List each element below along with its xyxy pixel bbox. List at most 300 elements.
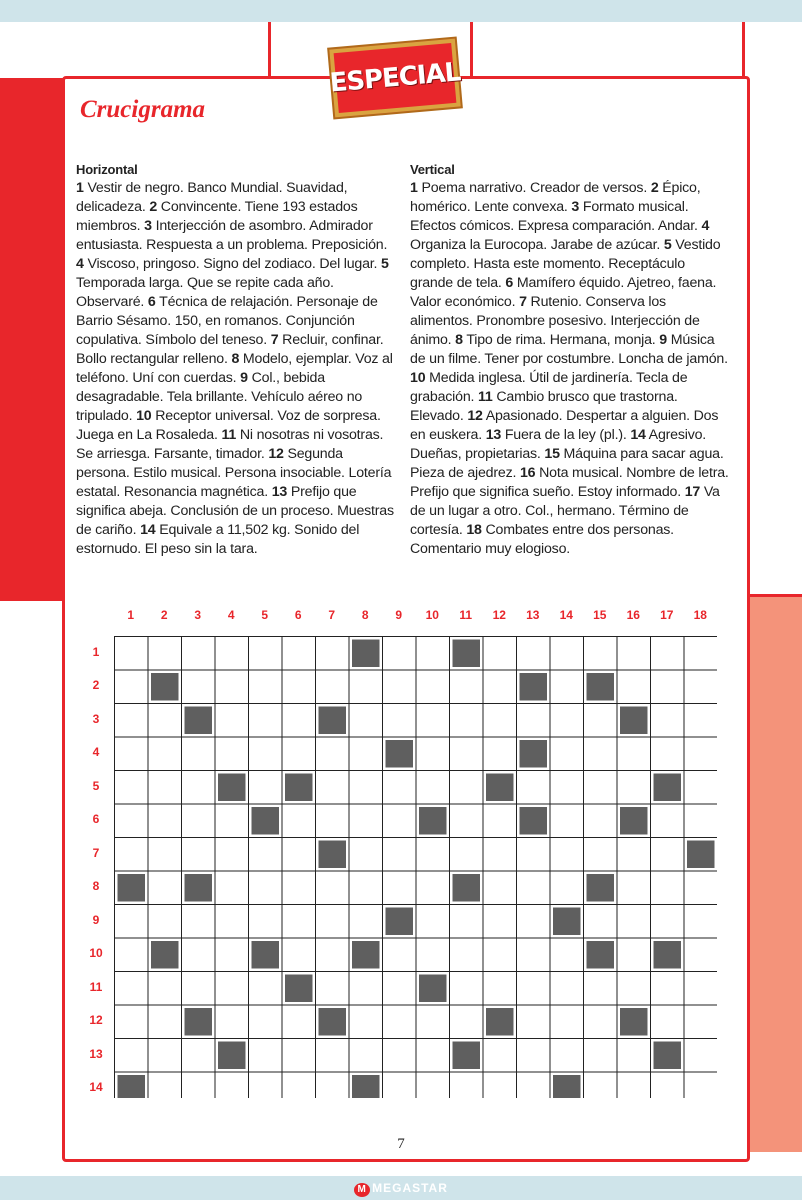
- crossword-cell[interactable]: [115, 1039, 149, 1073]
- vertical-clues: [410, 160, 730, 559]
- crossword-cell[interactable]: [416, 1005, 450, 1039]
- column-number: 2: [160, 608, 168, 622]
- crossword-cell[interactable]: [383, 1039, 417, 1073]
- crossword-cell[interactable]: [282, 1072, 316, 1098]
- column-number: 15: [593, 608, 607, 622]
- crossword-cell[interactable]: [617, 838, 651, 872]
- crossword-cell[interactable]: [651, 704, 685, 738]
- crossword-cell[interactable]: [215, 871, 249, 905]
- crossword-cell[interactable]: [249, 670, 283, 704]
- crossword-cell[interactable]: [349, 1005, 383, 1039]
- crossword-cell[interactable]: [215, 905, 249, 939]
- column-number: 6: [294, 608, 302, 622]
- crossword-cell[interactable]: [148, 871, 182, 905]
- crossword-cell[interactable]: [651, 637, 685, 671]
- vertical-clue-number: 7: [519, 294, 527, 310]
- right-salmon-panel: [744, 596, 802, 1152]
- crossword-cell[interactable]: [550, 670, 584, 704]
- crossword-cell[interactable]: [550, 704, 584, 738]
- column-number: 9: [395, 608, 403, 622]
- horizontal-clue-number: 11: [221, 427, 237, 443]
- crossword-cell[interactable]: [316, 670, 350, 704]
- crossword-cell[interactable]: [617, 670, 651, 704]
- crossword-cell[interactable]: [550, 637, 584, 671]
- crossword-cell[interactable]: [316, 771, 350, 805]
- horizontal-heading: Horizontal: [76, 162, 138, 177]
- crossword-cell[interactable]: [684, 670, 717, 704]
- crossword-cell[interactable]: [550, 1039, 584, 1073]
- crossword-cell[interactable]: [148, 838, 182, 872]
- crossword-cell[interactable]: [416, 905, 450, 939]
- crossword-cell[interactable]: [416, 871, 450, 905]
- crossword-cell[interactable]: [383, 804, 417, 838]
- crossword-cell[interactable]: [416, 670, 450, 704]
- crossword-cell[interactable]: [383, 771, 417, 805]
- horizontal-clue-number: 14: [140, 522, 156, 538]
- crossword-cell[interactable]: [617, 871, 651, 905]
- column-number: 10: [425, 608, 439, 622]
- crossword-cell[interactable]: [316, 972, 350, 1006]
- crossword-cell[interactable]: [684, 871, 717, 905]
- vertical-clue-number: 18: [466, 522, 482, 538]
- horizontal-clue-number: 4: [76, 256, 84, 272]
- crossword-cell[interactable]: [349, 972, 383, 1006]
- crossword-cell[interactable]: [249, 737, 283, 771]
- crossword-cell[interactable]: [282, 871, 316, 905]
- vertical-clue-text: Formato musical. Efectos cómicos. Expresa comparación. Andar.: [410, 199, 702, 234]
- crossword-cell[interactable]: [483, 972, 517, 1006]
- crossword-cell[interactable]: [584, 905, 618, 939]
- crossword-cell[interactable]: [617, 737, 651, 771]
- vertical-clue-number: 5: [663, 237, 672, 253]
- vertical-clue-number: 11: [478, 389, 493, 405]
- crossword-cell[interactable]: [182, 737, 216, 771]
- crossword-cell[interactable]: [148, 637, 182, 671]
- crossword-cell[interactable]: [617, 905, 651, 939]
- crossword-cell[interactable]: [349, 771, 383, 805]
- crossword-cell[interactable]: [550, 737, 584, 771]
- crossword-cell[interactable]: [182, 771, 216, 805]
- crossword-cell[interactable]: [282, 1039, 316, 1073]
- crossword-cell[interactable]: [115, 905, 149, 939]
- black-square: [352, 1075, 380, 1098]
- black-square: [620, 1008, 648, 1036]
- crossword-cell[interactable]: [182, 838, 216, 872]
- crossword-cell[interactable]: [316, 804, 350, 838]
- vertical-clue-number: 10: [410, 370, 426, 386]
- black-square: [285, 975, 313, 1003]
- crossword-cell[interactable]: [651, 1005, 685, 1039]
- crossword-cell[interactable]: [383, 704, 417, 738]
- black-square: [386, 740, 414, 768]
- horizontal-clue-number: 9: [240, 370, 248, 386]
- crossword-cell[interactable]: [684, 637, 717, 671]
- horizontal-clue-number: 1: [76, 180, 84, 196]
- crossword-cell[interactable]: [651, 905, 685, 939]
- column-number: 3: [194, 608, 202, 622]
- crossword-cell[interactable]: [617, 1039, 651, 1073]
- crossword-cell[interactable]: [215, 972, 249, 1006]
- crossword-cell[interactable]: [550, 804, 584, 838]
- crossword-cell[interactable]: [316, 871, 350, 905]
- crossword-cell[interactable]: [349, 905, 383, 939]
- vertical-clue-text: Música de un filme. Tener por costumbre. Loncha de jamón.: [410, 332, 728, 367]
- crossword-cell[interactable]: [249, 972, 283, 1006]
- crossword-cell[interactable]: [450, 1005, 484, 1039]
- crossword-cell[interactable]: [450, 771, 484, 805]
- crossword-cell[interactable]: [584, 972, 618, 1006]
- crossword-cell[interactable]: [550, 1005, 584, 1039]
- crossword-cell[interactable]: [282, 670, 316, 704]
- crossword-cell[interactable]: [115, 737, 149, 771]
- crossword-cell[interactable]: [450, 938, 484, 972]
- crossword-cell[interactable]: [282, 804, 316, 838]
- crossword-cell[interactable]: [316, 1072, 350, 1098]
- crossword-cell[interactable]: [651, 804, 685, 838]
- crossword-cell[interactable]: [316, 637, 350, 671]
- crossword-cell[interactable]: [249, 771, 283, 805]
- crossword-cell[interactable]: [282, 637, 316, 671]
- crossword-cell[interactable]: [684, 804, 717, 838]
- crossword-cell[interactable]: [383, 871, 417, 905]
- megastar-logo-icon: M: [354, 1183, 370, 1197]
- black-square: [419, 975, 447, 1003]
- horizontal-clue-number: 10: [136, 408, 152, 424]
- crossword-cell[interactable]: [651, 737, 685, 771]
- crossword-cell[interactable]: [349, 737, 383, 771]
- crossword-cell[interactable]: [517, 1072, 551, 1098]
- crossword-cell[interactable]: [584, 637, 618, 671]
- crossword-cell[interactable]: [550, 838, 584, 872]
- crossword-cell[interactable]: [684, 905, 717, 939]
- crossword-cell[interactable]: [282, 838, 316, 872]
- crossword-cell[interactable]: [115, 637, 149, 671]
- vertical-clue-text: Mamífero équido. Ajetreo, faena. Valor económico.: [410, 275, 717, 310]
- crossword-cell[interactable]: [517, 771, 551, 805]
- crossword-cell[interactable]: [215, 670, 249, 704]
- crossword-cell[interactable]: [349, 838, 383, 872]
- crossword-cell[interactable]: [316, 938, 350, 972]
- crossword-cell[interactable]: [282, 905, 316, 939]
- crossword-cell[interactable]: [383, 1005, 417, 1039]
- row-number: 3: [92, 711, 100, 726]
- horizontal-clue-text: Viscoso, pringoso. Signo del zodiaco. Del lugar.: [83, 256, 382, 272]
- crossword-cell[interactable]: [215, 1072, 249, 1098]
- publisher-logo: [0, 1181, 802, 1197]
- vertical-clue-text: Rutenio. Conserva los alimentos. Pronombre posesivo. Interjección de ánimo.: [410, 294, 700, 348]
- crossword-cell[interactable]: [148, 804, 182, 838]
- crossword-cell[interactable]: [249, 704, 283, 738]
- horizontal-clue-text: Temporada larga. Que se repite cada año. Observaré.: [76, 275, 334, 310]
- crossword-cell[interactable]: [282, 704, 316, 738]
- crossword-cell[interactable]: [584, 1039, 618, 1073]
- vertical-clue-text: Épico, homérico. Lente convexa.: [410, 180, 701, 215]
- crossword-cell[interactable]: [148, 737, 182, 771]
- crossword-cell[interactable]: [115, 838, 149, 872]
- crossword-cell[interactable]: [550, 771, 584, 805]
- crossword-cell[interactable]: [450, 737, 484, 771]
- black-square: [319, 1008, 347, 1036]
- crossword-cell[interactable]: [483, 905, 517, 939]
- crossword-cell[interactable]: [450, 905, 484, 939]
- crossword-cell[interactable]: [349, 1039, 383, 1073]
- crossword-cell[interactable]: [316, 737, 350, 771]
- black-square: [520, 673, 548, 701]
- publisher-name: MEGASTAR: [372, 1181, 448, 1195]
- crossword-cell[interactable]: [148, 1005, 182, 1039]
- horizontal-clue-number: 7: [270, 332, 279, 348]
- crossword-cell[interactable]: [416, 938, 450, 972]
- crossword-cell[interactable]: [584, 737, 618, 771]
- crossword-cell[interactable]: [483, 737, 517, 771]
- crossword-cell[interactable]: [517, 637, 551, 671]
- crossword-cell[interactable]: [182, 938, 216, 972]
- crossword-cell[interactable]: [584, 771, 618, 805]
- vertical-clue-number: 1: [410, 180, 418, 196]
- crossword-cell[interactable]: [517, 704, 551, 738]
- crossword-cell[interactable]: [483, 1072, 517, 1098]
- crossword-cell[interactable]: [182, 905, 216, 939]
- horizontal-clue-number: 5: [381, 256, 389, 272]
- crossword-cell[interactable]: [115, 938, 149, 972]
- row-number: 12: [89, 1013, 103, 1028]
- left-red-panel: [0, 78, 70, 600]
- vertical-clue-number: 6: [505, 275, 514, 291]
- crossword-cell[interactable]: [416, 838, 450, 872]
- crossword-cell[interactable]: [215, 737, 249, 771]
- crossword-cell[interactable]: [584, 704, 618, 738]
- horizontal-clue-text: Modelo, ejemplar. Voz al teléfono. Uní con cuerdas.: [76, 351, 393, 386]
- crossword-cell[interactable]: [115, 670, 149, 704]
- black-square: [218, 1042, 246, 1070]
- crossword-cell[interactable]: [450, 1072, 484, 1098]
- crossword-cell[interactable]: [684, 1039, 717, 1073]
- crossword-cell[interactable]: [483, 938, 517, 972]
- crossword-cell[interactable]: [483, 670, 517, 704]
- frame-line: [268, 22, 271, 78]
- crossword-cell[interactable]: [517, 838, 551, 872]
- crossword-cell[interactable]: [517, 1039, 551, 1073]
- crossword-cell[interactable]: [584, 804, 618, 838]
- crossword-cell[interactable]: [215, 838, 249, 872]
- crossword-cell[interactable]: [115, 704, 149, 738]
- crossword-cell[interactable]: [148, 704, 182, 738]
- vertical-clue-number: 17: [684, 484, 701, 500]
- crossword-board: [114, 636, 717, 1098]
- crossword-cell[interactable]: [282, 938, 316, 972]
- horizontal-clue-number: 12: [268, 446, 284, 462]
- black-square: [252, 807, 280, 835]
- crossword-cell[interactable]: [249, 871, 283, 905]
- crossword-cell[interactable]: [684, 938, 717, 972]
- crossword-cell[interactable]: [550, 938, 584, 972]
- vertical-clue-text: Vestido completo. Hasta este momento. Receptáculo grande de tela.: [410, 237, 721, 291]
- crossword-cell[interactable]: [517, 972, 551, 1006]
- crossword-cell[interactable]: [383, 838, 417, 872]
- crossword-cell[interactable]: [684, 1072, 717, 1098]
- crossword-cell[interactable]: [450, 670, 484, 704]
- crossword-cell[interactable]: [684, 704, 717, 738]
- black-square: [620, 807, 648, 835]
- crossword-cell[interactable]: [450, 838, 484, 872]
- crossword-cell[interactable]: [584, 1005, 618, 1039]
- vertical-clue-number: 9: [659, 332, 667, 348]
- especial-badge: [329, 39, 460, 118]
- crossword-cell[interactable]: [483, 704, 517, 738]
- crossword-cell[interactable]: [383, 1072, 417, 1098]
- vertical-clue-number: 13: [485, 427, 502, 443]
- crossword-cell[interactable]: [651, 1072, 685, 1098]
- crossword-cell[interactable]: [617, 938, 651, 972]
- crossword-cell[interactable]: [483, 838, 517, 872]
- crossword-cell[interactable]: [651, 670, 685, 704]
- black-square: [151, 941, 179, 969]
- black-square: [520, 807, 548, 835]
- black-square: [587, 673, 615, 701]
- crossword-cell[interactable]: [249, 1072, 283, 1098]
- vertical-clue-text: Organiza la Eurocopa. Jarabe de azúcar.: [410, 237, 664, 253]
- black-square: [654, 774, 682, 802]
- vertical-clue-text: Va de un lugar a otro. Col., hermano. Término de cortesía.: [410, 484, 720, 538]
- crossword-cell[interactable]: [483, 871, 517, 905]
- crossword-cell[interactable]: [416, 1072, 450, 1098]
- crossword-cell[interactable]: [115, 972, 149, 1006]
- crossword-cell[interactable]: [550, 972, 584, 1006]
- crossword-cell[interactable]: [383, 938, 417, 972]
- frame-line: [470, 22, 473, 78]
- crossword-cell[interactable]: [483, 637, 517, 671]
- vertical-clue-text: Fuera de la ley (pl.).: [501, 427, 631, 443]
- black-square: [486, 774, 514, 802]
- crossword-cell[interactable]: [617, 972, 651, 1006]
- crossword-cell[interactable]: [450, 804, 484, 838]
- crossword-cell[interactable]: [182, 804, 216, 838]
- column-number: 11: [459, 608, 473, 622]
- crossword-cell[interactable]: [684, 972, 717, 1006]
- crossword-cell[interactable]: [182, 972, 216, 1006]
- black-square: [218, 774, 246, 802]
- crossword-cell[interactable]: [617, 637, 651, 671]
- crossword-cell[interactable]: [148, 905, 182, 939]
- crossword-cell[interactable]: [148, 1072, 182, 1098]
- row-number: 5: [92, 778, 100, 793]
- crossword-cell[interactable]: [115, 1005, 149, 1039]
- crossword-cell[interactable]: [383, 670, 417, 704]
- vertical-clue-text: Apasionado. Despertar a alguien. Dos en euskera.: [410, 408, 719, 443]
- crossword-cell[interactable]: [215, 938, 249, 972]
- crossword-cell[interactable]: [383, 972, 417, 1006]
- crossword-cell[interactable]: [148, 771, 182, 805]
- crossword-cell[interactable]: [617, 771, 651, 805]
- vertical-heading: Vertical: [410, 162, 455, 177]
- crossword-cell[interactable]: [483, 804, 517, 838]
- crossword-cell[interactable]: [450, 704, 484, 738]
- row-number: 10: [89, 946, 103, 961]
- crossword-cell[interactable]: [651, 838, 685, 872]
- top-decorative-band: [0, 0, 802, 22]
- crossword-cell[interactable]: [651, 871, 685, 905]
- crossword-cell[interactable]: [316, 905, 350, 939]
- crossword-cell[interactable]: [349, 804, 383, 838]
- vertical-clue-number: 8: [455, 332, 463, 348]
- crossword-cell[interactable]: [316, 1039, 350, 1073]
- crossword-cell[interactable]: [215, 637, 249, 671]
- crossword-cell[interactable]: [517, 938, 551, 972]
- crossword-cell[interactable]: [249, 838, 283, 872]
- crossword-cell[interactable]: [684, 1005, 717, 1039]
- crossword-cell[interactable]: [115, 771, 149, 805]
- crossword-cell[interactable]: [182, 1039, 216, 1073]
- crossword-cell[interactable]: [550, 871, 584, 905]
- crossword-cell[interactable]: [249, 1005, 283, 1039]
- crossword-cell[interactable]: [684, 771, 717, 805]
- crossword-cell[interactable]: [684, 737, 717, 771]
- crossword-cell[interactable]: [282, 1005, 316, 1039]
- crossword-cell[interactable]: [416, 1039, 450, 1073]
- crossword-cell[interactable]: [416, 737, 450, 771]
- crossword-cell[interactable]: [483, 1039, 517, 1073]
- crossword-cell[interactable]: [584, 838, 618, 872]
- column-number: 1: [127, 608, 135, 622]
- vertical-clue-text: Tipo de rima. Hermana, monja.: [462, 332, 660, 348]
- page-title: Crucigrama: [80, 96, 206, 123]
- row-number: 9: [92, 912, 100, 927]
- vertical-clue-number: 4: [701, 218, 710, 234]
- crossword-cell[interactable]: [249, 1039, 283, 1073]
- crossword-cell[interactable]: [383, 637, 417, 671]
- column-number: 18: [693, 608, 707, 622]
- black-square: [587, 941, 615, 969]
- crossword-cell[interactable]: [215, 704, 249, 738]
- crossword-cell[interactable]: [349, 670, 383, 704]
- crossword-cell[interactable]: [282, 737, 316, 771]
- crossword-cell[interactable]: [584, 1072, 618, 1098]
- horizontal-clue-text: Convincente. Tiene 193 estados miembros.: [76, 199, 358, 234]
- black-square: [185, 707, 213, 735]
- row-number: 8: [92, 879, 100, 894]
- crossword-cell[interactable]: [517, 871, 551, 905]
- vertical-clue-text: Nota musical. Nombre de letra. Prefijo que significa sueño. Estoy informado.: [410, 465, 729, 500]
- crossword-cell[interactable]: [148, 972, 182, 1006]
- crossword-cell[interactable]: [517, 905, 551, 939]
- crossword-cell[interactable]: [182, 670, 216, 704]
- crossword-cell[interactable]: [115, 804, 149, 838]
- crossword-cell[interactable]: [349, 871, 383, 905]
- crossword-cell[interactable]: [148, 1039, 182, 1073]
- crossword-cell[interactable]: [617, 1072, 651, 1098]
- crossword-cell[interactable]: [182, 1072, 216, 1098]
- row-number: 7: [92, 845, 100, 860]
- crossword-cell[interactable]: [249, 905, 283, 939]
- crossword-cell[interactable]: [450, 972, 484, 1006]
- crossword-cell[interactable]: [249, 637, 283, 671]
- crossword-cell[interactable]: [182, 637, 216, 671]
- black-square: [352, 941, 380, 969]
- crossword-cell[interactable]: [416, 704, 450, 738]
- frame-line: [0, 598, 70, 601]
- crossword-cell[interactable]: [349, 704, 383, 738]
- crossword-cell[interactable]: [517, 1005, 551, 1039]
- crossword-cell[interactable]: [215, 804, 249, 838]
- crossword-cell[interactable]: [416, 637, 450, 671]
- crossword-cell[interactable]: [416, 771, 450, 805]
- horizontal-clue-number: 13: [271, 484, 288, 500]
- crossword-cell[interactable]: [651, 972, 685, 1006]
- vertical-clue-number: 3: [571, 199, 580, 215]
- column-number: 4: [227, 608, 235, 622]
- black-square: [118, 874, 146, 902]
- crossword-cell[interactable]: [215, 1005, 249, 1039]
